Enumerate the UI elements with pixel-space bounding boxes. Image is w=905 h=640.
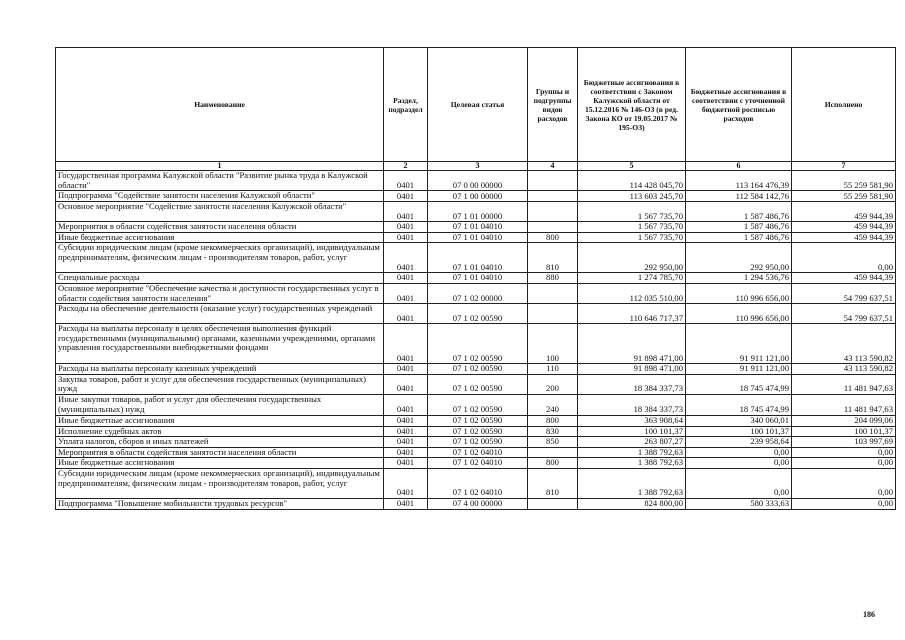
row-expense-group: 810: [528, 468, 578, 498]
row-budget-refined: 1 587 486,76: [686, 232, 792, 243]
table-row: [56, 458, 896, 469]
row-target-article: 07 1 02 00590: [428, 394, 528, 415]
row-name: Подпрограмма "Повышение мобильности трудовых ресурсов": [56, 498, 384, 509]
table-row: [56, 191, 896, 202]
row-budget-refined: 112 584 142,76: [686, 191, 792, 202]
row-executed: 11 481 947,63: [792, 374, 896, 394]
table-row: [56, 364, 896, 375]
row-target-article: 07 1 02 00590: [428, 415, 528, 426]
row-executed: 0,00: [792, 447, 896, 458]
row-budget-refined: 18 745 474,99: [686, 374, 792, 394]
table-row: [56, 232, 896, 243]
row-expense-group: 810: [528, 243, 578, 273]
row-executed: 54 799 637,51: [792, 304, 896, 324]
row-expense-group: [528, 283, 578, 303]
table-row: [56, 437, 896, 448]
header-group: Группы и подгруппы видов расходов: [528, 48, 578, 162]
row-budget-law: 1 388 792,63: [578, 468, 686, 498]
row-budget-law: 113 603 245,70: [578, 191, 686, 202]
row-section: 0401: [384, 468, 428, 498]
column-number: 3: [428, 162, 528, 171]
row-name: Иные бюджетные ассигнования: [56, 458, 384, 469]
row-name: Основное мероприятие "Обеспечение качества и доступности государственных услуг в области содействия занятости населения": [56, 283, 384, 303]
row-target-article: 07 1 01 04010: [428, 243, 528, 273]
row-budget-law: 91 898 471,00: [578, 324, 686, 364]
row-executed: 0,00: [792, 243, 896, 273]
row-name: Исполнение судебных актов: [56, 426, 384, 437]
row-executed: 459 944,39: [792, 222, 896, 233]
row-expense-group: [528, 498, 578, 509]
row-budget-refined: 113 164 476,39: [686, 171, 792, 191]
row-section: 0401: [384, 283, 428, 303]
row-expense-group: [528, 222, 578, 233]
table-body: [56, 171, 896, 510]
table-row: [56, 374, 896, 394]
row-section: 0401: [384, 415, 428, 426]
row-budget-law: 1 567 735,70: [578, 202, 686, 222]
row-expense-group: 240: [528, 394, 578, 415]
table-row: [56, 171, 896, 191]
table-row: [56, 304, 896, 324]
row-budget-law: 1 388 792,63: [578, 458, 686, 469]
page-number: 186: [863, 610, 875, 619]
table-row: [56, 273, 896, 284]
row-budget-refined: 0,00: [686, 468, 792, 498]
row-section: 0401: [384, 426, 428, 437]
table-row: [56, 324, 896, 364]
row-target-article: 07 1 00 00000: [428, 191, 528, 202]
row-executed: 55 259 581,90: [792, 171, 896, 191]
table-row: [56, 394, 896, 415]
row-expense-group: 800: [528, 458, 578, 469]
row-budget-law: 1 388 792,63: [578, 447, 686, 458]
row-expense-group: [528, 447, 578, 458]
row-expense-group: 800: [528, 415, 578, 426]
table-row: [56, 283, 896, 303]
row-name: Иные закупки товаров, работ и услуг для обеспечения государственных (муниципальных) нужд: [56, 394, 384, 415]
row-budget-law: 18 384 337,73: [578, 394, 686, 415]
header-budget-refined: Бюджетные ассигнования в соответствии с уточненной бюджетной росписью расходов: [686, 48, 792, 162]
row-budget-law: 110 646 717,37: [578, 304, 686, 324]
table-row: [56, 243, 896, 273]
row-target-article: 07 1 02 04010: [428, 458, 528, 469]
row-budget-refined: 0,00: [686, 458, 792, 469]
row-section: 0401: [384, 243, 428, 273]
row-expense-group: 850: [528, 437, 578, 448]
row-section: 0401: [384, 364, 428, 375]
row-section: 0401: [384, 232, 428, 243]
row-budget-refined: 91 911 121,00: [686, 324, 792, 364]
row-section: 0401: [384, 171, 428, 191]
row-budget-law: 18 384 337,73: [578, 374, 686, 394]
row-name: Расходы на выплаты персоналу казенных учреждений: [56, 364, 384, 375]
row-name: Расходы на выплаты персоналу в целях обеспечения выполнения функций государственными (муниципальными) органами, казенными учреждениями, органами управления государственными внебюджетными фондами: [56, 324, 384, 364]
row-target-article: 07 1 02 00590: [428, 426, 528, 437]
column-number-row: [56, 162, 896, 171]
row-budget-refined: 110 996 656,00: [686, 304, 792, 324]
row-executed: 43 113 590,82: [792, 364, 896, 375]
row-section: 0401: [384, 374, 428, 394]
row-target-article: 07 1 01 04010: [428, 273, 528, 284]
row-budget-law: 100 101,37: [578, 426, 686, 437]
row-budget-law: 1 567 735,70: [578, 232, 686, 243]
row-target-article: 07 1 02 04010: [428, 468, 528, 498]
row-executed: 0,00: [792, 458, 896, 469]
row-expense-group: 880: [528, 273, 578, 284]
row-target-article: 07 4 00 00000: [428, 498, 528, 509]
row-budget-refined: 340 060,01: [686, 415, 792, 426]
row-budget-law: 292 950,00: [578, 243, 686, 273]
header-name: Наименование: [56, 48, 384, 162]
row-target-article: 07 1 02 00590: [428, 374, 528, 394]
row-name: Подпрограмма "Содействие занятости населения Калужской области": [56, 191, 384, 202]
budget-report-sheet: [55, 47, 896, 510]
row-target-article: 07 1 02 00590: [428, 304, 528, 324]
row-budget-law: 363 908,64: [578, 415, 686, 426]
row-section: 0401: [384, 447, 428, 458]
column-number: 6: [686, 162, 792, 171]
header-executed: Исполнено: [792, 48, 896, 162]
row-budget-refined: 1 587 486,76: [686, 202, 792, 222]
row-target-article: 07 1 02 00590: [428, 324, 528, 364]
row-executed: 55 259 581,90: [792, 191, 896, 202]
row-executed: 459 944,39: [792, 202, 896, 222]
row-executed: 103 997,69: [792, 437, 896, 448]
row-target-article: 07 1 02 00590: [428, 364, 528, 375]
row-budget-refined: 580 333,63: [686, 498, 792, 509]
row-executed: 459 944,39: [792, 232, 896, 243]
table-row: [56, 426, 896, 437]
column-number: 7: [792, 162, 896, 171]
row-target-article: 07 1 02 00590: [428, 437, 528, 448]
row-section: 0401: [384, 458, 428, 469]
row-expense-group: 110: [528, 364, 578, 375]
table-row: [56, 202, 896, 222]
row-budget-law: 91 898 471,00: [578, 364, 686, 375]
row-budget-law: 1 567 735,70: [578, 222, 686, 233]
row-expense-group: 800: [528, 232, 578, 243]
row-section: 0401: [384, 437, 428, 448]
row-budget-law: 114 428 045,70: [578, 171, 686, 191]
row-budget-refined: 18 745 474,99: [686, 394, 792, 415]
row-name: Мероприятия в области содействия занятости населения области: [56, 222, 384, 233]
table-row: [56, 415, 896, 426]
row-budget-refined: 100 101,37: [686, 426, 792, 437]
header-budget-law: Бюджетные ассигнования в соответствии с Законом Калужской области от 15.12.2016 № 146-ОЗ (в ред. Закона КО от 19.05.2017 № 195-ОЗ): [578, 48, 686, 162]
row-name: Субсидии юридическим лицам (кроме некоммерческих организаций), индивидуальным предпринимателям, физическим лицам - производителям товаров, работ, услуг: [56, 468, 384, 498]
budget-table: [55, 47, 896, 510]
row-name: Субсидии юридическим лицам (кроме некоммерческих организаций), индивидуальным предпринимателям, физическим лицам - производителям товаров, работ, услуг: [56, 243, 384, 273]
table-row: [56, 222, 896, 233]
column-number: 5: [578, 162, 686, 171]
row-name: Иные бюджетные ассигнования: [56, 232, 384, 243]
row-executed: 54 799 637,51: [792, 283, 896, 303]
row-section: 0401: [384, 304, 428, 324]
table-row: [56, 468, 896, 498]
row-name: Государственная программа Калужской области "Развитие рынка труда в Калужской области": [56, 171, 384, 191]
row-budget-refined: 110 996 656,00: [686, 283, 792, 303]
row-name: Иные бюджетные ассигнования: [56, 415, 384, 426]
row-name: Закупка товаров, работ и услуг для обеспечения государственных (муниципальных) нужд: [56, 374, 384, 394]
row-executed: 43 113 590,82: [792, 324, 896, 364]
row-budget-refined: 239 958,64: [686, 437, 792, 448]
row-target-article: 07 1 01 04010: [428, 222, 528, 233]
row-expense-group: [528, 171, 578, 191]
row-budget-refined: 1 294 536,76: [686, 273, 792, 284]
row-section: 0401: [384, 273, 428, 284]
column-number: 2: [384, 162, 428, 171]
row-name: Уплата налогов, сборов и иных платежей: [56, 437, 384, 448]
row-expense-group: 200: [528, 374, 578, 394]
row-target-article: 07 1 02 00000: [428, 283, 528, 303]
header-row: [56, 48, 896, 162]
row-name: Мероприятия в области содействия занятости населения области: [56, 447, 384, 458]
row-section: 0401: [384, 394, 428, 415]
row-target-article: 07 0 00 00000: [428, 171, 528, 191]
table-row: [56, 447, 896, 458]
row-executed: 0,00: [792, 498, 896, 509]
row-expense-group: 830: [528, 426, 578, 437]
row-executed: 100 101,37: [792, 426, 896, 437]
row-section: 0401: [384, 191, 428, 202]
row-section: 0401: [384, 324, 428, 364]
header-section: Раздел, подраздел: [384, 48, 428, 162]
row-name: Основное мероприятие "Содействие занятости населения Калужской области": [56, 202, 384, 222]
row-budget-law: 824 800,00: [578, 498, 686, 509]
row-budget-refined: 91 911 121,00: [686, 364, 792, 375]
row-name: Расходы на обеспечение деятельности (оказание услуг) государственных учреждений: [56, 304, 384, 324]
row-budget-law: 1 274 785,70: [578, 273, 686, 284]
row-section: 0401: [384, 222, 428, 233]
row-budget-refined: 292 950,00: [686, 243, 792, 273]
row-expense-group: [528, 304, 578, 324]
row-budget-law: 263 807,27: [578, 437, 686, 448]
row-expense-group: [528, 191, 578, 202]
row-name: Специальные расходы: [56, 273, 384, 284]
row-expense-group: 100: [528, 324, 578, 364]
column-number: 1: [56, 162, 384, 171]
row-executed: 204 099,06: [792, 415, 896, 426]
row-section: 0401: [384, 498, 428, 509]
row-target-article: 07 1 01 00000: [428, 202, 528, 222]
table-row: [56, 498, 896, 509]
row-budget-refined: 1 587 486,76: [686, 222, 792, 233]
row-executed: 11 481 947,63: [792, 394, 896, 415]
row-target-article: 07 1 02 04010: [428, 447, 528, 458]
row-target-article: 07 1 01 04010: [428, 232, 528, 243]
row-executed: 459 944,39: [792, 273, 896, 284]
row-budget-refined: 0,00: [686, 447, 792, 458]
header-target: Целевая статья: [428, 48, 528, 162]
row-expense-group: [528, 202, 578, 222]
column-number: 4: [528, 162, 578, 171]
row-budget-law: 112 035 510,00: [578, 283, 686, 303]
row-section: 0401: [384, 202, 428, 222]
row-executed: 0,00: [792, 468, 896, 498]
